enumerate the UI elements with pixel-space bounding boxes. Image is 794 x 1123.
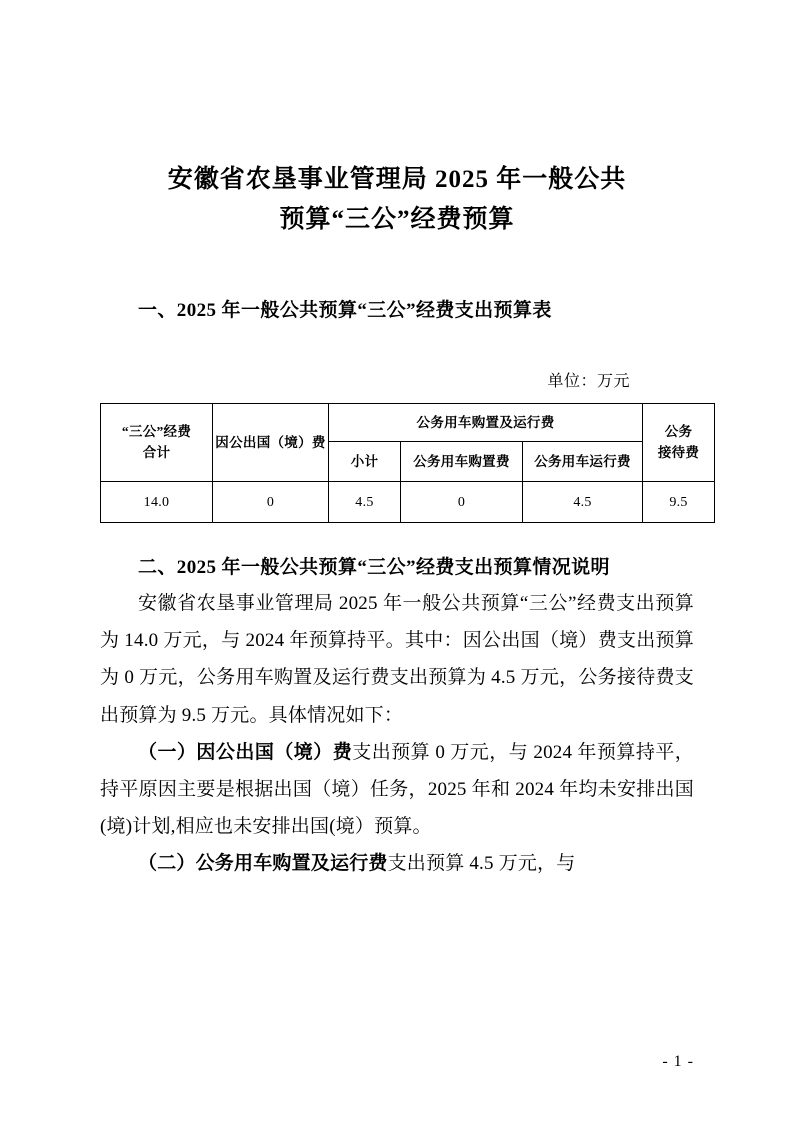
- table-unit-label: 单位：万元: [547, 373, 630, 391]
- value-vehicle-purchase: 0: [401, 482, 523, 523]
- section-2-spacer: [100, 523, 694, 551]
- page-number: - 1 -: [662, 1053, 694, 1070]
- table-header-row-1: [101, 404, 715, 442]
- paragraph-abroad-fee: [100, 734, 694, 845]
- header-total: “三公”经费 合计: [101, 404, 213, 482]
- value-total: 14.0: [101, 482, 213, 523]
- section-1-heading: 一、2025 年一般公共预算“三公”经费支出预算表: [138, 300, 552, 321]
- title-spacer: [100, 240, 694, 294]
- header-vehicle-operation: 公务用车运行费: [523, 442, 643, 482]
- value-vehicle-subtotal: 4.5: [329, 482, 401, 523]
- paragraph-vehicle-fee-label: （二）公务用车购置及运行费: [138, 852, 388, 874]
- page-title-line-2: 预算“三公”经费预算: [279, 206, 515, 233]
- value-reception: 9.5: [643, 482, 715, 523]
- budget-table: [100, 403, 715, 523]
- header-abroad-fee: 因公出国（境）费: [213, 404, 329, 482]
- section-2-heading: 二、2025 年一般公共预算“三公”经费支出预算情况说明: [138, 557, 610, 579]
- header-vehicle-purchase: 公务用车购置费: [401, 442, 523, 482]
- value-vehicle-operation: 4.5: [523, 482, 643, 523]
- paragraph-vehicle-fee-text: 支出预算 4.5 万元，与: [387, 852, 576, 874]
- paragraph-abroad-fee-label: （一）因公出国（境）费: [138, 741, 353, 763]
- page-title-line-1: 安徽省农垦事业管理局 2025 年一般公共: [167, 166, 627, 193]
- page-title: [100, 0, 694, 240]
- header-vehicle-group: 公务用车购置及运行费: [329, 404, 643, 442]
- table-row: [101, 482, 715, 523]
- paragraph-abroad-fee-text: 支出预算 0 万元，与 2024 年预算持平，持平原因主要是根据出国（境）任务，2025 年和 2024 年均未安排出国(境)计划,相应也未安排出国(境）预算。: [100, 741, 695, 837]
- header-vehicle-subtotal: 小计: [329, 442, 401, 482]
- paragraph-overview: 安徽省农垦事业管理局 2025 年一般公共预算“三公”经费支出预算为 14.0 万元，与 2024 年预算持平。其中：因公出国（境）费支出预算为 0 万元，公务用车购置及运行费支出预算为 4.5 万元，公务接待费支出预算为 9.5 万元。具体情况如下：: [100, 593, 694, 726]
- value-abroad: 0: [213, 482, 329, 523]
- paragraph-vehicle-fee: [100, 845, 694, 882]
- header-reception-fee: 公务 接待费: [643, 404, 715, 482]
